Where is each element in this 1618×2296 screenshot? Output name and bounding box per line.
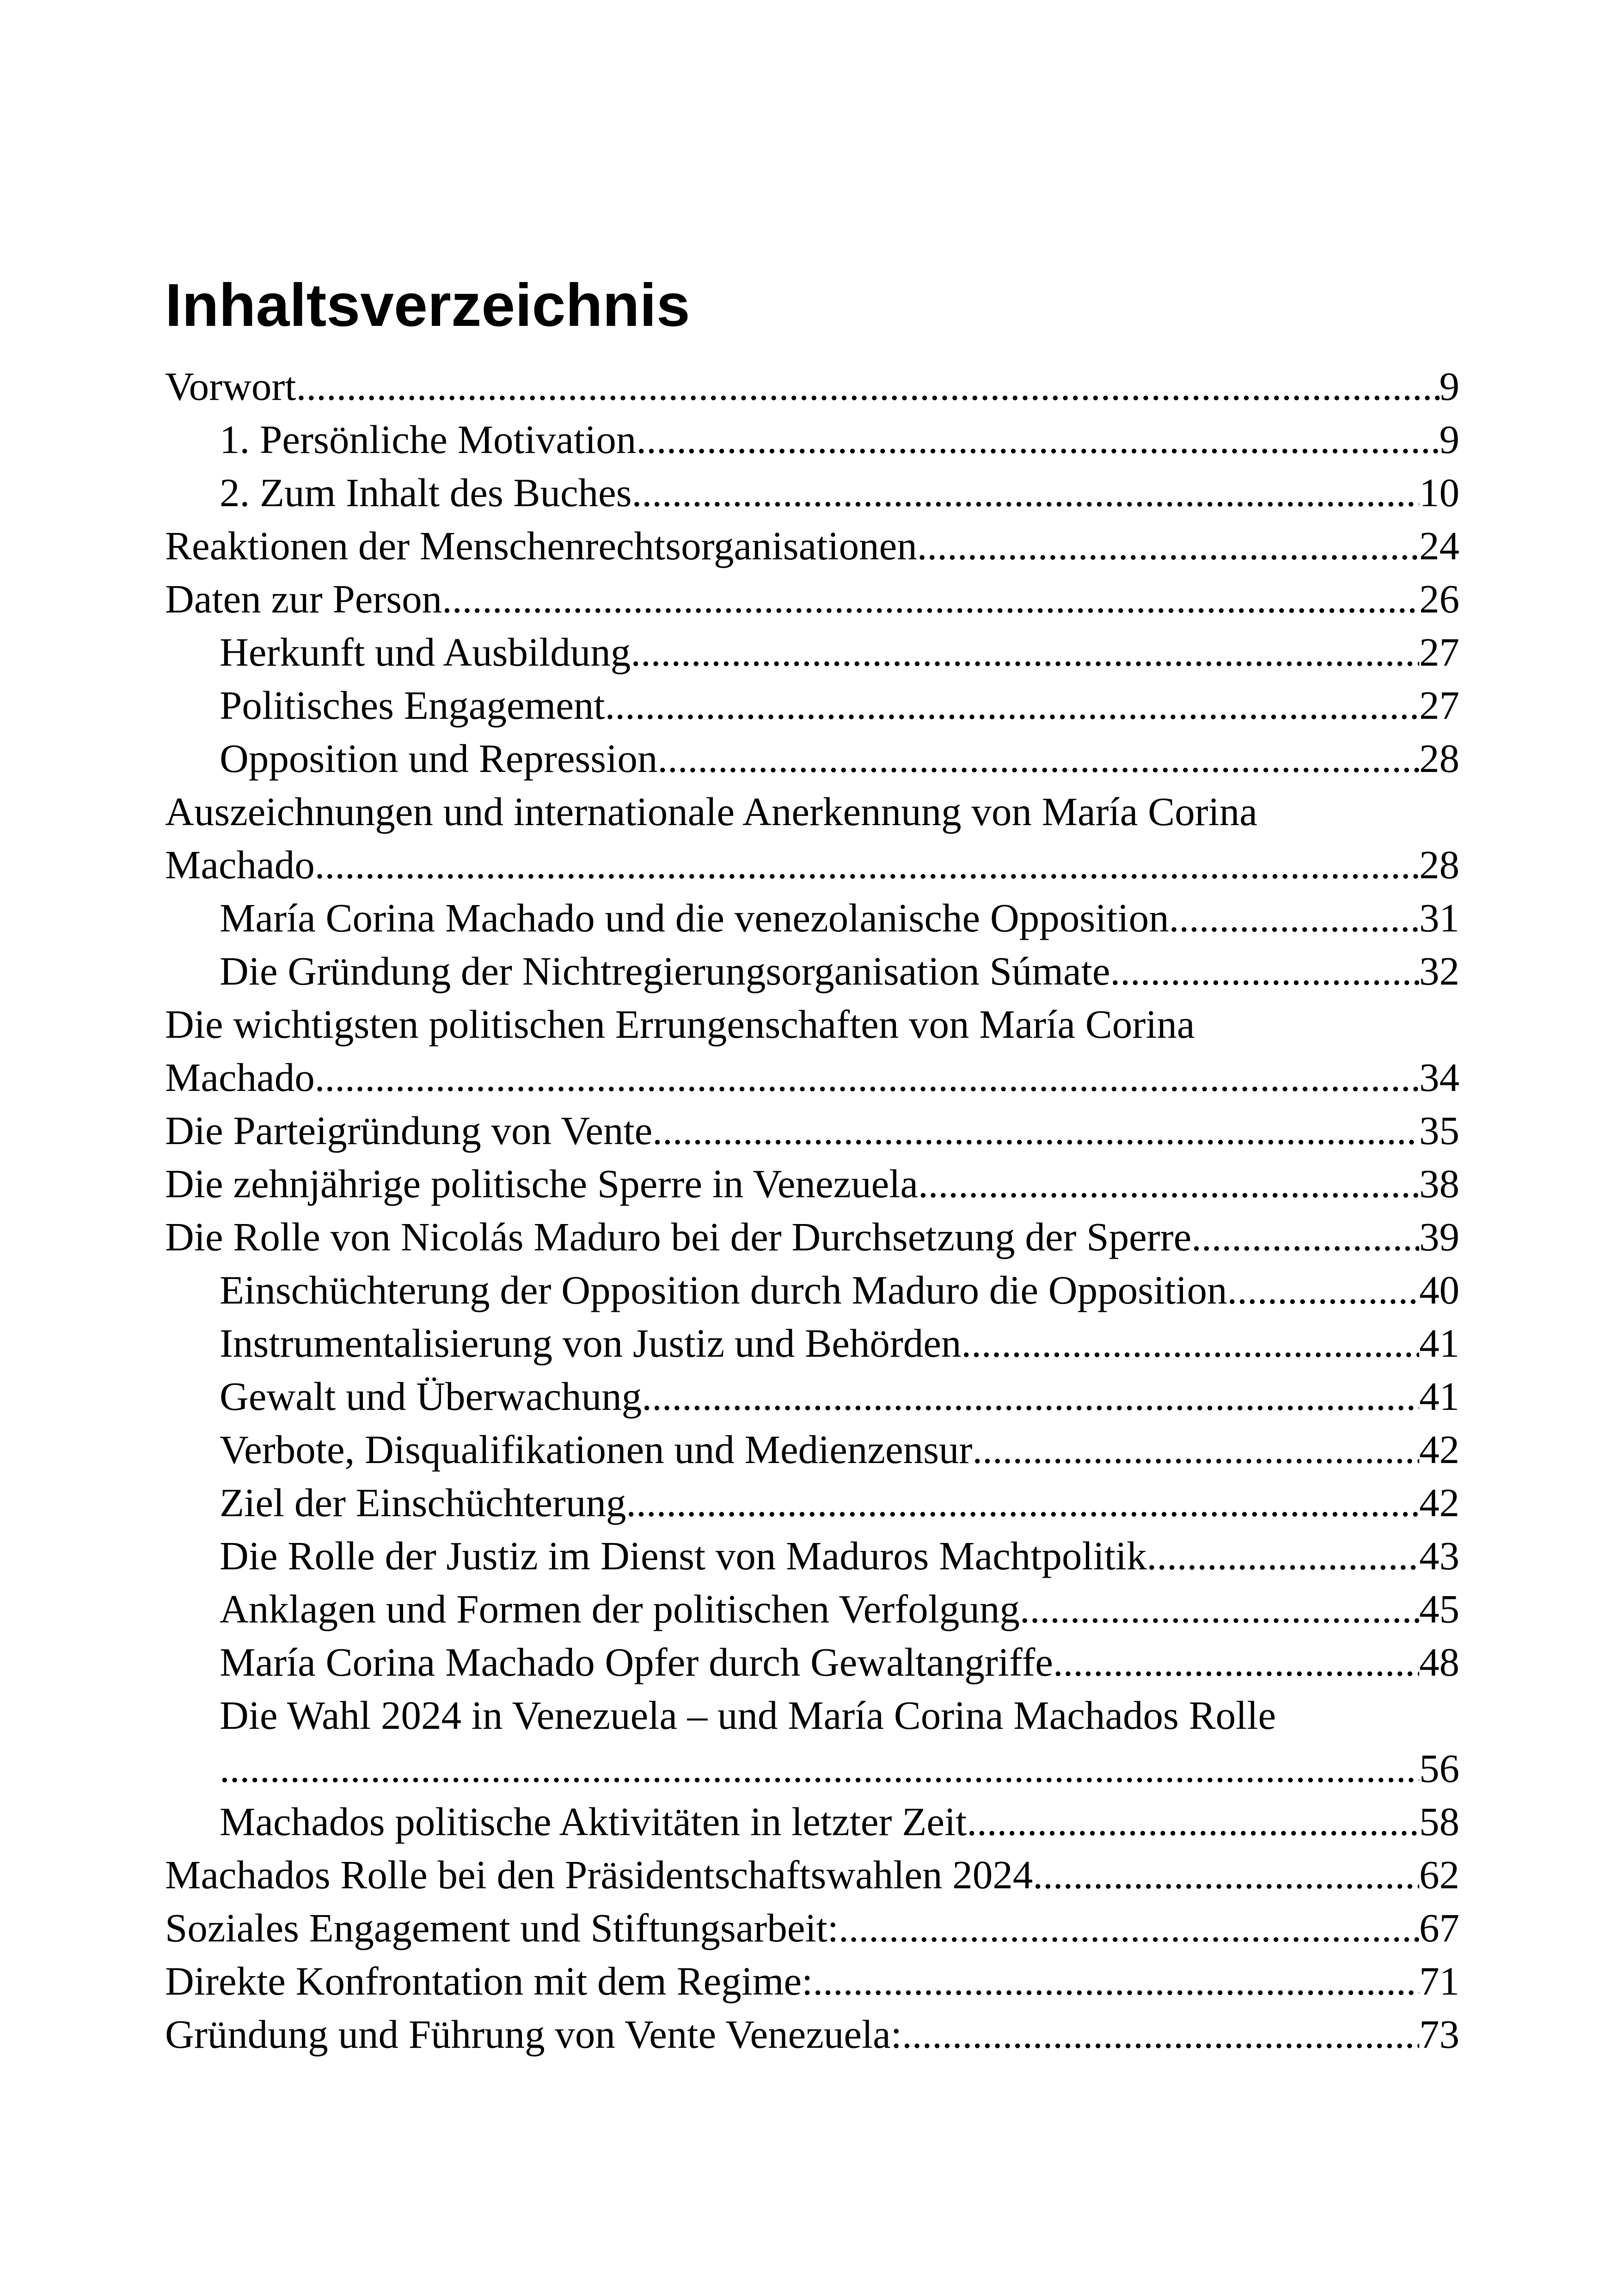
toc-entry-title: Die Wahl 2024 in Venezuela – und María Corina Machados Rolle xyxy=(220,1693,1276,1738)
toc-entry-line xyxy=(220,1263,1459,1316)
toc-entry xyxy=(165,679,1459,732)
toc-page-number: 71 xyxy=(1419,1959,1459,2003)
toc-page-number: 58 xyxy=(1419,1799,1459,1844)
toc-entry-title: Herkunft und Ausbildung xyxy=(220,630,631,674)
toc-page-number: 28 xyxy=(1419,842,1459,887)
toc-entry xyxy=(165,1582,1459,1635)
toc-entry-title: Die Parteigründung von Vente xyxy=(165,1108,653,1153)
toc-page-number: 27 xyxy=(1419,630,1459,674)
toc-entry xyxy=(165,1901,1459,1954)
toc-entry-title: Opposition und Repression xyxy=(220,736,658,781)
dot-leader xyxy=(917,519,1419,572)
dot-leader xyxy=(652,1104,1419,1157)
dot-leader xyxy=(626,1476,1419,1529)
toc-entry-line xyxy=(220,1795,1459,1848)
toc-page-number: 9 xyxy=(1439,364,1459,409)
toc-entry-title: Daten zur Person xyxy=(165,576,442,621)
toc-entry xyxy=(165,1370,1459,1423)
toc-entry-title: 2. Zum Inhalt des Buches xyxy=(220,470,632,515)
toc-entry-title: Soziales Engagement und Stiftungsarbeit: xyxy=(165,1905,839,1950)
dot-leader xyxy=(657,732,1419,785)
toc-page-number: 41 xyxy=(1419,1321,1459,1365)
dot-leader xyxy=(839,1901,1419,1954)
dot-leader xyxy=(642,1370,1419,1423)
dot-leader xyxy=(1110,944,1419,998)
dot-leader xyxy=(315,1051,1419,1104)
dot-leader xyxy=(902,2008,1419,2061)
toc-page-number: 42 xyxy=(1419,1427,1459,1472)
toc-page-number: 27 xyxy=(1419,683,1459,728)
dot-leader xyxy=(220,1742,1419,1795)
toc-page-number: 10 xyxy=(1419,470,1459,515)
dot-leader xyxy=(1191,1210,1419,1263)
toc-entry-title: Vorwort xyxy=(165,364,296,409)
toc-entry xyxy=(165,944,1459,998)
dot-leader xyxy=(636,413,1439,466)
toc-entry-title: Einschüchterung der Opposition durch Maduro die Opposition. xyxy=(220,1267,1238,1312)
dot-leader xyxy=(918,1157,1419,1210)
toc-entry-line xyxy=(220,732,1459,785)
dot-leader xyxy=(631,625,1419,679)
toc-entry-title: Ziel der Einschüchterung xyxy=(220,1480,626,1525)
dot-leader xyxy=(442,572,1419,625)
toc-page-number: 48 xyxy=(1419,1640,1459,1684)
toc-entry xyxy=(165,1263,1459,1316)
toc-heading: Inhaltsverzeichnis xyxy=(165,271,690,339)
toc-page-number: 67 xyxy=(1419,1905,1459,1950)
toc-entry-title: María Corina Machado Opfer durch Gewaltangriffe xyxy=(220,1640,1053,1684)
toc-page-number: 41 xyxy=(1419,1374,1459,1419)
toc-page-number: 38 xyxy=(1419,1161,1459,1206)
toc-entry xyxy=(165,1476,1459,1529)
toc-entry-title: María Corina Machado und die venezolanische Opposition xyxy=(220,895,1169,940)
toc-entry xyxy=(165,572,1459,625)
toc-entry xyxy=(165,785,1459,891)
toc-entry xyxy=(165,1635,1459,1689)
toc-entry xyxy=(165,1423,1459,1476)
toc-page-number: 32 xyxy=(1419,949,1459,993)
toc-entry-line xyxy=(220,1635,1459,1689)
toc-entry-line xyxy=(220,1529,1459,1582)
toc-page-number: 28 xyxy=(1419,736,1459,781)
toc-entry-line xyxy=(165,1051,1459,1104)
toc-entry-line xyxy=(165,1901,1459,1954)
toc-entry-line xyxy=(165,1210,1459,1263)
dot-leader xyxy=(961,1316,1419,1370)
toc-entry xyxy=(165,1954,1459,2008)
toc-entry-line xyxy=(165,838,1459,891)
toc-entry xyxy=(165,360,1459,413)
dot-leader xyxy=(1053,1635,1419,1689)
toc-entry xyxy=(165,466,1459,519)
toc-entry xyxy=(165,1157,1459,1210)
toc-entry-title: Anklagen und Formen der politischen Verfolgung xyxy=(220,1586,1020,1631)
toc-page-number: 24 xyxy=(1419,523,1459,568)
toc-page-number: 34 xyxy=(1419,1055,1459,1100)
toc-entry-line xyxy=(220,1742,1459,1795)
toc-entry-line xyxy=(220,1582,1459,1635)
dot-leader xyxy=(1147,1529,1419,1582)
toc-entry-line xyxy=(165,2008,1459,2061)
toc-entry-title-continuation: Machado xyxy=(165,842,315,887)
dot-leader xyxy=(296,360,1440,413)
toc-entry-line xyxy=(165,1104,1459,1157)
toc-page-number: 40 xyxy=(1419,1267,1459,1312)
dot-leader xyxy=(632,466,1419,519)
toc-entry-line xyxy=(220,413,1459,466)
toc-entry-title: Gewalt und Überwachung xyxy=(220,1374,642,1419)
toc-entry-title: Machados politische Aktivitäten in letzter Zeit xyxy=(220,1799,967,1844)
toc-entry xyxy=(165,413,1459,466)
dot-leader xyxy=(1020,1582,1419,1635)
toc-entry-title: Verbote, Disqualifikationen und Medienzensur xyxy=(220,1427,973,1472)
dot-leader xyxy=(315,838,1419,891)
toc-page-number: 73 xyxy=(1419,2012,1459,2057)
toc-entry xyxy=(165,1104,1459,1157)
dot-leader xyxy=(1237,1263,1419,1316)
dot-leader xyxy=(605,679,1419,732)
toc-entry-line xyxy=(220,1316,1459,1370)
toc-entry-line xyxy=(165,360,1459,413)
toc-entry-line xyxy=(220,466,1459,519)
toc-entry-title: Reaktionen der Menschenrechtsorganisationen xyxy=(165,523,917,568)
toc-entry-line xyxy=(165,1157,1459,1210)
toc-entry-line xyxy=(165,1848,1459,1901)
toc-page-number: 62 xyxy=(1419,1852,1459,1897)
toc-entry-line xyxy=(165,519,1459,572)
toc-entry-line xyxy=(165,572,1459,625)
toc-entry-line xyxy=(165,1954,1459,2008)
toc-entry-title: Die zehnjährige politische Sperre in Venezuela xyxy=(165,1161,918,1206)
toc-entry-title: Direkte Konfrontation mit dem Regime: xyxy=(165,1959,813,2003)
toc-entry xyxy=(165,1795,1459,1848)
toc-entry-title: Die Gründung der Nichtregierungsorganisation Súmate xyxy=(220,949,1110,993)
toc-entry xyxy=(165,1689,1459,1795)
toc-entry-title: Auszeichnungen und internationale Anerkennung von María Corina xyxy=(165,789,1257,834)
toc-entry-title: Die wichtigsten politischen Errungenschaften von María Corina xyxy=(165,1002,1195,1047)
toc-entry-line xyxy=(220,1476,1459,1529)
toc-entry xyxy=(165,1210,1459,1263)
toc-entry-line xyxy=(220,1423,1459,1476)
toc-entry xyxy=(165,998,1459,1104)
toc-entry xyxy=(165,732,1459,785)
toc-list xyxy=(165,360,1459,2061)
toc-entry xyxy=(165,1848,1459,1901)
toc-entry-title: Die Rolle der Justiz im Dienst von Maduros Machtpolitik xyxy=(220,1533,1147,1578)
toc-entry xyxy=(165,519,1459,572)
toc-page-number: 31 xyxy=(1419,895,1459,940)
toc-entry xyxy=(165,1529,1459,1582)
toc-entry-title: Politisches Engagement xyxy=(220,683,605,728)
toc-entry-title-continuation: Machado xyxy=(165,1055,315,1100)
toc-entry xyxy=(165,625,1459,679)
toc-page-number: 9 xyxy=(1439,417,1459,462)
toc-entry-title: Die Rolle von Nicolás Maduro bei der Durchsetzung der Sperre xyxy=(165,1214,1192,1259)
toc-entry-title: Instrumentalisierung von Justiz und Behörden xyxy=(220,1321,962,1365)
dot-leader xyxy=(813,1954,1419,2008)
toc-entry-line xyxy=(220,891,1459,944)
toc-page-number: 35 xyxy=(1419,1108,1459,1153)
toc-page-number: 56 xyxy=(1419,1746,1459,1791)
toc-entry-line xyxy=(220,679,1459,732)
toc-entry-title: 1. Persönliche Motivation xyxy=(220,417,637,462)
toc-page-number: 45 xyxy=(1419,1586,1459,1631)
toc-entry xyxy=(165,2008,1459,2061)
toc-entry-line xyxy=(220,625,1459,679)
toc-page-number: 42 xyxy=(1419,1480,1459,1525)
toc-page-number: 43 xyxy=(1419,1533,1459,1578)
dot-leader xyxy=(1033,1848,1419,1901)
toc-entry-line xyxy=(220,1370,1459,1423)
dot-leader xyxy=(967,1795,1419,1848)
toc-page-number: 26 xyxy=(1419,576,1459,621)
toc-entry-title: Gründung und Führung von Vente Venezuela: xyxy=(165,2012,902,2057)
toc-entry-line xyxy=(220,944,1459,998)
toc-entry xyxy=(165,1316,1459,1370)
toc-page-number: 39 xyxy=(1419,1214,1459,1259)
toc-entry-title: Machados Rolle bei den Präsidentschaftswahlen 2024 xyxy=(165,1852,1033,1897)
toc-entry xyxy=(165,891,1459,944)
dot-leader xyxy=(972,1423,1419,1476)
dot-leader xyxy=(1169,891,1419,944)
